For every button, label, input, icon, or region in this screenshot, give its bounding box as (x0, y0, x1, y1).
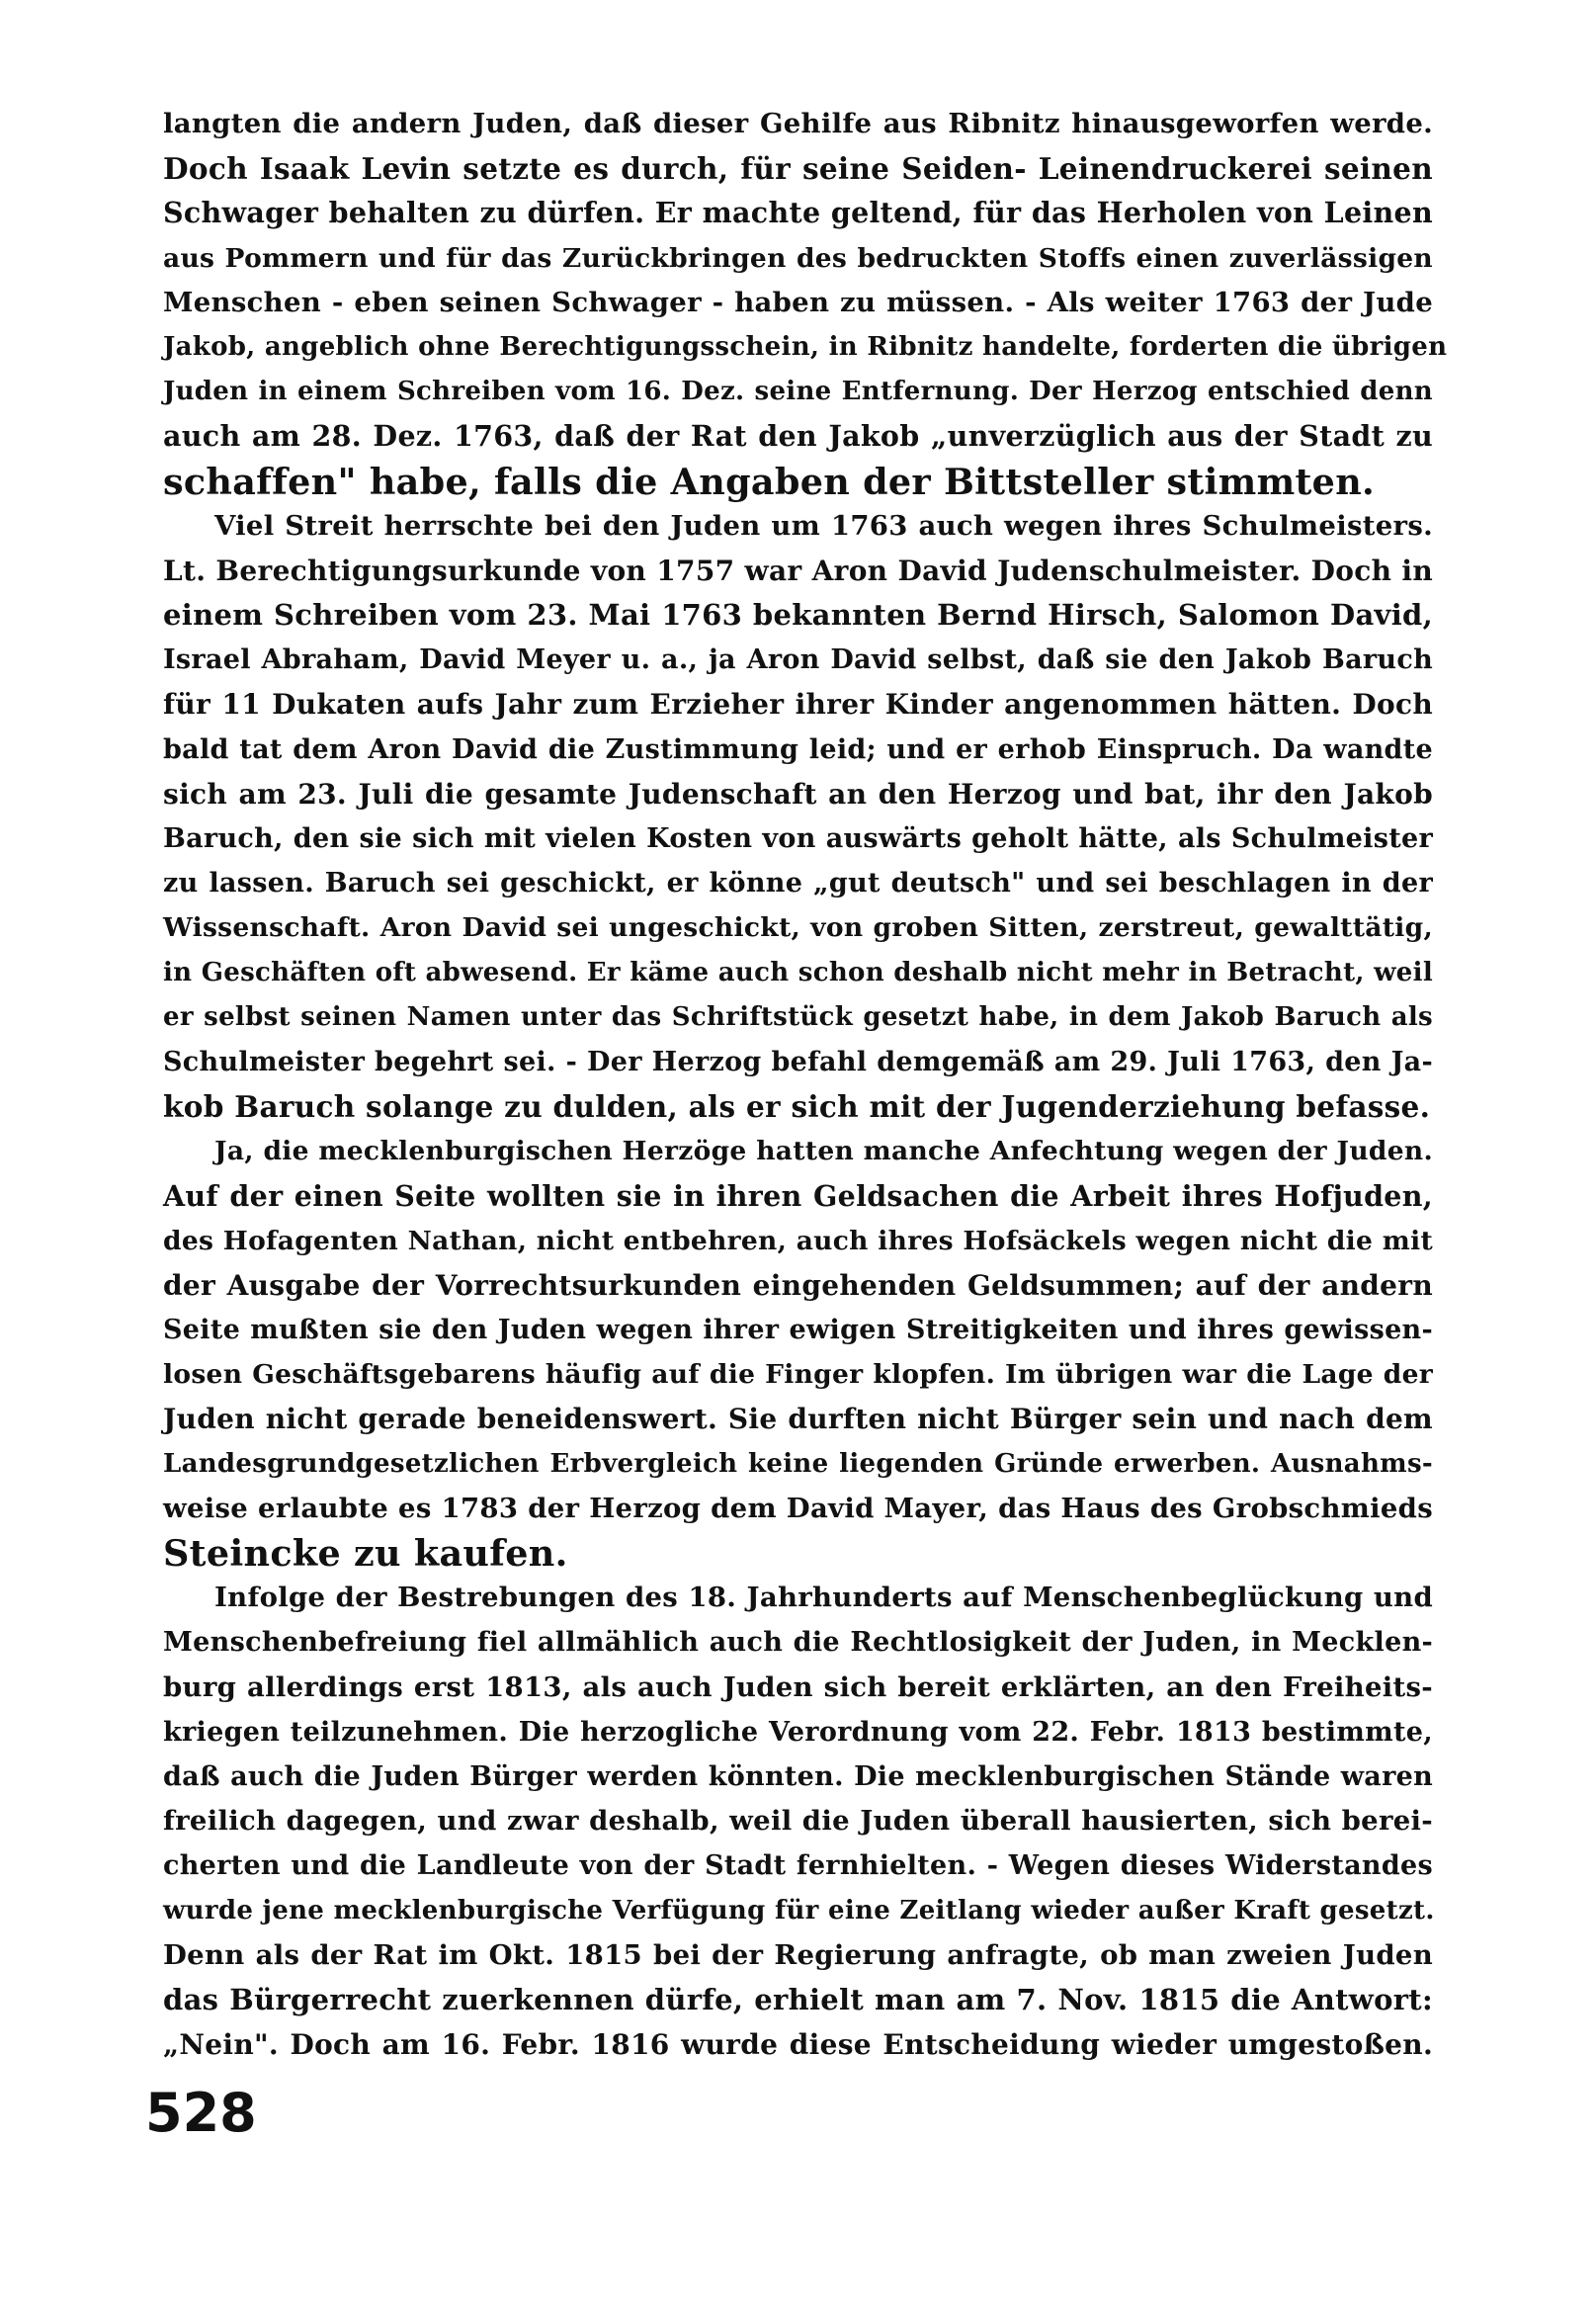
text-line: Israel Abraham, David Meyer u. a., ja Aron David selbst, daß sie den Jakob Baruch (163, 644, 1433, 676)
text-line: der Ausgabe der Vorrechtsurkunden eingehenden Geldsummen; auf der andern (163, 1268, 1433, 1302)
text-line: Jakob, angeblich ohne Berechtigungsschein, in Ribnitz handelte, forderten die übrigen (163, 331, 1448, 362)
text-line: Lt. Berechtigungsurkunde von 1757 war Aron David Judenschulmeister. Doch in (163, 554, 1433, 587)
text-line: Seite mußten sie den Juden wegen ihrer ewigen Streitigkeiten und ihres gewissen- (163, 1315, 1433, 1346)
text-line: burg allerdings erst 1813, als auch Juden sich bereit erklärten, an den Freiheits- (163, 1670, 1433, 1703)
text-line: das Bürgerrecht zuerkennen dürfe, erhielt man am 7. Nov. 1815 die Antwort: (163, 1982, 1433, 2016)
text-line: aus Pommern und für das Zurückbringen des bedruckten Stoffs einen zuverlässigen (163, 242, 1433, 274)
text-line: Denn als der Rat im Okt. 1815 bei der Regierung anfragte, ob man zweien Juden (163, 1938, 1433, 1971)
text-line: losen Geschäftsgebarens häufig auf die Finger klopfen. Im übrigen war die Lage der (163, 1359, 1433, 1391)
text-line: Wissenschaft. Aron David sei ungeschickt, von groben Sitten, zerstreut, gewalttätig, (163, 912, 1433, 944)
text-line: auch am 28. Dez. 1763, daß der Rat den Jakob „unverzüglich aus der Stadt zu (163, 419, 1433, 454)
text-line: Schwager behalten zu dürfen. Er machte geltend, für das Herholen von Leinen (163, 196, 1433, 230)
text-line: Baruch, den sie sich mit vielen Kosten von auswärts geholt hätte, als Schulmeister (163, 823, 1433, 854)
text-line: langten die andern Juden, daß dieser Gehilfe aus Ribnitz hinausgeworfen werde. (163, 108, 1433, 139)
body-text (163, 102, 1448, 2067)
text-line: Landesgrundgesetzlichen Erbvergleich keine liegenden Gründe erwerben. Ausnahms- (163, 1448, 1433, 1479)
text-line: bald tat dem Aron David die Zustimmung leid; und er erhob Einspruch. Da wandte (163, 733, 1433, 765)
text-line: Ja, die mecklenburgischen Herzöge hatten manche Anfechtung wegen der Juden. (214, 1136, 1433, 1167)
text-line: Schulmeister begehrt sei. - Der Herzog befahl demgemäß am 29. Juli 1763, den Ja- (163, 1046, 1433, 1077)
text-line: in Geschäften oft abwesend. Er käme auch schon deshalb nicht mehr in Betracht, weil (163, 957, 1433, 987)
text-line: Juden in einem Schreiben vom 16. Dez. seine Entfernung. Der Herzog entschied denn (163, 377, 1433, 407)
text-line: Viel Streit herrschte bei den Juden um 1763 auch wegen ihres Schulmeisters. (214, 509, 1433, 542)
text-line: wurde jene mecklenburgische Verfügung für eine Zeitlang wieder außer Kraft gesetzt. (163, 1895, 1435, 1926)
text-line: „Nein". Doch am 16. Febr. 1816 wurde diese Entscheidung wieder umgestoßen. (163, 2028, 1433, 2062)
text-line: Steincke zu kaufen. (163, 1532, 568, 1575)
text-line: Menschenbefreiung fiel allmählich auch die Rechtlosigkeit der Juden, in Mecklen- (163, 1627, 1433, 1659)
text-line: freilich dagegen, und zwar deshalb, weil die Juden überall hausierten, sich berei- (163, 1805, 1433, 1838)
text-line: einem Schreiben vom 23. Mai 1763 bekannten Bernd Hirsch, Salomon David, (163, 598, 1433, 633)
text-line: Juden nicht gerade beneidenswert. Sie durften nicht Bürger sein und nach dem (163, 1403, 1433, 1436)
text-line: Auf der einen Seite wollten sie in ihren Geldsachen die Arbeit ihres Hofjuden, (163, 1178, 1433, 1213)
text-line: kob Baruch solange zu dulden, als er sich mit der Jugenderziehung befasse. (163, 1089, 1431, 1125)
text-line: Menschen - eben seinen Schwager - haben zu müssen. - Als weiter 1763 der Jude (163, 286, 1433, 318)
text-line: des Hofagenten Nathan, nicht entbehren, auch ihres Hofsäckels wegen nicht die mit (163, 1225, 1433, 1256)
text-line: weise erlaubte es 1783 der Herzog dem David Mayer, das Haus des Grobschmieds (163, 1492, 1433, 1524)
text-line: für 11 Dukaten aufs Jahr zum Erzieher ihrer Kinder angenommen hätten. Doch (163, 688, 1433, 722)
text-line: Doch Isaak Levin setzte es durch, für seine Seiden- Leinendruckerei seinen (163, 151, 1433, 187)
text-line: Infolge der Bestrebungen des 18. Jahrhunderts auf Menschenbeglückung und (214, 1582, 1433, 1614)
text-line: sich am 23. Juli die gesamte Judenschaft an den Herzog und bat, ihr den Jakob (163, 777, 1433, 811)
text-line: kriegen teilzunehmen. Die herzogliche Verordnung vom 22. Febr. 1813 bestimmte, (163, 1716, 1433, 1748)
page-number: 528 (145, 2082, 257, 2144)
text-line: zu lassen. Baruch sei geschickt, er könne „gut deutsch" und sei beschlagen in der (163, 868, 1433, 899)
text-line: cherten und die Landleute von der Stadt fernhielten. - Wegen dieses Widerstandes (163, 1850, 1433, 1882)
text-line: er selbst seinen Namen unter das Schriftstück gesetzt habe, in dem Jakob Baruch als (163, 1001, 1433, 1032)
text-line: schaffen" habe, falls die Angaben der Bittsteller stimmten. (163, 460, 1376, 503)
text-line: daß auch die Juden Bürger werden könnten. Die mecklenburgischen Stände waren (163, 1760, 1433, 1792)
